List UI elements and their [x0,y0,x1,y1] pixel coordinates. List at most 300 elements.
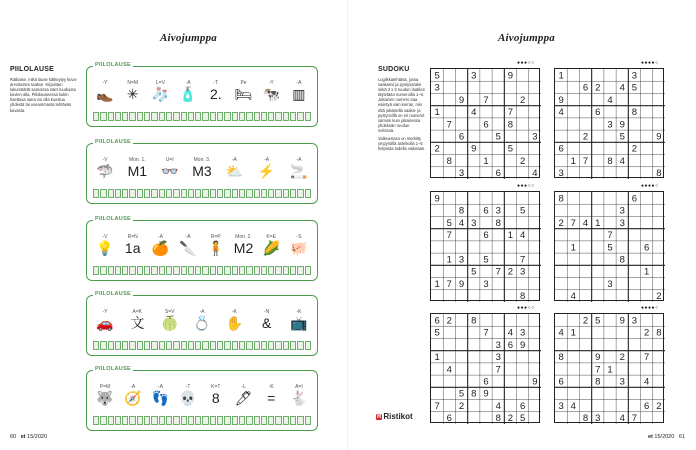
sudoku-cell[interactable] [653,204,665,216]
sudoku-cell[interactable] [641,69,653,81]
answer-cell[interactable] [283,189,289,198]
sudoku-cell[interactable] [628,387,640,399]
sudoku-cell[interactable] [431,118,443,130]
sudoku-cell[interactable] [653,387,665,399]
answer-cell[interactable] [137,416,143,425]
answer-cell[interactable] [290,416,296,425]
sudoku-cell[interactable] [579,290,591,302]
sudoku-cell[interactable] [529,241,541,253]
answer-cell[interactable] [275,266,281,275]
sudoku-cell[interactable] [628,278,640,290]
sudoku-cell[interactable] [443,400,455,412]
sudoku-cell[interactable] [579,326,591,338]
answer-cell[interactable] [283,266,289,275]
sudoku-cell[interactable] [529,93,541,105]
sudoku-cell[interactable] [443,106,455,118]
sudoku-cell[interactable] [604,351,616,363]
sudoku-cell[interactable] [492,106,504,118]
sudoku-cell[interactable] [579,253,591,265]
sudoku-cell[interactable] [592,241,604,253]
sudoku-cell[interactable] [468,351,480,363]
sudoku-cell[interactable] [443,326,455,338]
answer-cell[interactable] [297,341,303,350]
answer-cell[interactable] [159,266,165,275]
sudoku-cell[interactable] [616,278,628,290]
sudoku-cell[interactable] [641,204,653,216]
sudoku-cell[interactable] [504,216,516,228]
sudoku-cell[interactable] [480,106,492,118]
answer-cell[interactable] [122,112,128,121]
sudoku-cell[interactable] [567,412,579,424]
sudoku-cell[interactable] [604,216,616,228]
sudoku-cell[interactable] [653,118,665,130]
answer-cell[interactable] [159,189,165,198]
sudoku-cell[interactable] [504,363,516,375]
sudoku-cell[interactable] [628,375,640,387]
sudoku-cell[interactable] [529,229,541,241]
sudoku-cell[interactable] [579,387,591,399]
sudoku-cell[interactable] [616,106,628,118]
answer-cell[interactable] [305,341,311,350]
answer-cell[interactable] [275,416,281,425]
sudoku-cell[interactable] [492,290,504,302]
answer-cell[interactable] [93,416,99,425]
sudoku-cell[interactable] [431,387,443,399]
answer-cell[interactable] [108,341,114,350]
answer-cell[interactable] [108,266,114,275]
answer-cell[interactable] [261,112,267,121]
answer-cell[interactable] [305,189,311,198]
sudoku-cell[interactable] [468,241,480,253]
answer-cell[interactable] [159,112,165,121]
answer-cell[interactable] [202,341,208,350]
answer-cell[interactable] [254,112,260,121]
sudoku-cell[interactable] [455,155,467,167]
sudoku-cell[interactable] [529,278,541,290]
answer-cell[interactable] [224,112,230,121]
sudoku-cell[interactable] [567,375,579,387]
sudoku-cell[interactable] [529,81,541,93]
sudoku-cell[interactable] [653,375,665,387]
sudoku-cell[interactable] [529,265,541,277]
sudoku-cell[interactable] [517,241,529,253]
sudoku-cell[interactable] [592,387,604,399]
sudoku-cell[interactable] [592,326,604,338]
sudoku-cell[interactable] [567,363,579,375]
sudoku-cell[interactable] [504,167,516,179]
sudoku-cell[interactable] [604,253,616,265]
answer-cell[interactable] [290,112,296,121]
sudoku-cell[interactable] [517,118,529,130]
sudoku-cell[interactable] [653,253,665,265]
sudoku-cell[interactable] [592,93,604,105]
sudoku-cell[interactable] [555,155,567,167]
sudoku-cell[interactable] [517,216,529,228]
answer-cell[interactable] [210,341,216,350]
answer-cell[interactable] [159,341,165,350]
sudoku-cell[interactable] [567,93,579,105]
answer-cell[interactable] [297,112,303,121]
sudoku-cell[interactable] [455,412,467,424]
answer-cell[interactable] [210,189,216,198]
sudoku-cell[interactable] [443,130,455,142]
sudoku-cell[interactable] [468,93,480,105]
sudoku-cell[interactable] [555,229,567,241]
sudoku-cell[interactable] [653,241,665,253]
sudoku-cell[interactable] [468,338,480,350]
sudoku-cell[interactable] [468,326,480,338]
sudoku-cell[interactable] [443,387,455,399]
sudoku-cell[interactable] [455,192,467,204]
answer-cell[interactable] [93,341,99,350]
answer-cell[interactable] [166,189,172,198]
answer-cell[interactable] [297,416,303,425]
answer-cell[interactable] [115,189,121,198]
answer-cell[interactable] [122,189,128,198]
sudoku-cell[interactable] [653,155,665,167]
answer-cell[interactable] [275,341,281,350]
sudoku-cell[interactable] [653,265,665,277]
answer-cell[interactable] [181,112,187,121]
answer-cell[interactable] [246,266,252,275]
sudoku-cell[interactable] [592,253,604,265]
sudoku-cell[interactable] [529,290,541,302]
sudoku-cell[interactable] [517,69,529,81]
sudoku-cell[interactable] [567,314,579,326]
sudoku-cell[interactable] [468,229,480,241]
sudoku-cell[interactable] [431,167,443,179]
sudoku-cell[interactable] [431,155,443,167]
sudoku-cell[interactable] [455,338,467,350]
sudoku-cell[interactable] [480,167,492,179]
answer-cell[interactable] [217,266,223,275]
sudoku-cell[interactable] [592,400,604,412]
sudoku-cell[interactable] [604,106,616,118]
sudoku-cell[interactable] [468,363,480,375]
sudoku-cell[interactable] [492,192,504,204]
sudoku-cell[interactable] [604,204,616,216]
sudoku-cell[interactable] [653,229,665,241]
sudoku-cell[interactable] [555,278,567,290]
sudoku-cell[interactable] [628,363,640,375]
answer-cell[interactable] [173,266,179,275]
sudoku-cell[interactable] [555,338,567,350]
sudoku-cell[interactable] [504,130,516,142]
answer-cell[interactable] [129,189,135,198]
sudoku-cell[interactable] [641,118,653,130]
sudoku-cell[interactable] [529,326,541,338]
sudoku-cell[interactable] [431,241,443,253]
sudoku-cell[interactable] [431,375,443,387]
sudoku-cell[interactable] [480,142,492,154]
sudoku-cell[interactable] [480,400,492,412]
answer-cell[interactable] [232,341,238,350]
sudoku-cell[interactable] [455,229,467,241]
sudoku-cell[interactable] [567,69,579,81]
sudoku-cell[interactable] [443,81,455,93]
sudoku-cell[interactable] [443,338,455,350]
sudoku-cell[interactable] [641,412,653,424]
answer-cell[interactable] [137,266,143,275]
answer-cell[interactable] [144,416,150,425]
sudoku-cell[interactable] [616,290,628,302]
sudoku-cell[interactable] [616,241,628,253]
sudoku-cell[interactable] [443,351,455,363]
sudoku-cell[interactable] [653,338,665,350]
sudoku-cell[interactable] [616,192,628,204]
sudoku-cell[interactable] [480,265,492,277]
sudoku-cell[interactable] [592,192,604,204]
sudoku-cell[interactable] [567,338,579,350]
sudoku-cell[interactable] [529,155,541,167]
sudoku-cell[interactable] [555,253,567,265]
answer-cell[interactable] [254,341,260,350]
sudoku-cell[interactable] [628,93,640,105]
sudoku-cell[interactable] [604,69,616,81]
sudoku-cell[interactable] [517,192,529,204]
sudoku-cell[interactable] [592,290,604,302]
sudoku-cell[interactable] [592,69,604,81]
sudoku-cell[interactable] [616,93,628,105]
answer-cell[interactable] [217,112,223,121]
sudoku-cell[interactable] [443,265,455,277]
sudoku-cell[interactable] [579,167,591,179]
sudoku-cell[interactable] [480,351,492,363]
sudoku-cell[interactable] [616,338,628,350]
sudoku-cell[interactable] [567,142,579,154]
answer-cell[interactable] [305,112,311,121]
sudoku-cell[interactable] [616,400,628,412]
answer-cell[interactable] [188,416,194,425]
sudoku-cell[interactable] [504,81,516,93]
answer-cell[interactable] [297,266,303,275]
sudoku-cell[interactable] [455,118,467,130]
answer-cell[interactable] [202,112,208,121]
sudoku-cell[interactable] [431,229,443,241]
sudoku-cell[interactable] [592,118,604,130]
sudoku-cell[interactable] [517,106,529,118]
sudoku-cell[interactable] [604,375,616,387]
sudoku-cell[interactable] [604,338,616,350]
sudoku-cell[interactable] [641,192,653,204]
sudoku-cell[interactable] [492,326,504,338]
sudoku-cell[interactable] [529,216,541,228]
answer-cell[interactable] [151,416,157,425]
sudoku-cell[interactable] [455,265,467,277]
sudoku-cell[interactable] [641,81,653,93]
sudoku-cell[interactable] [616,265,628,277]
answer-cell[interactable] [297,189,303,198]
sudoku-cell[interactable] [504,204,516,216]
sudoku-cell[interactable] [628,351,640,363]
sudoku-cell[interactable] [653,216,665,228]
sudoku-cell[interactable] [431,290,443,302]
sudoku-cell[interactable] [529,387,541,399]
answer-cell[interactable] [283,416,289,425]
sudoku-cell[interactable] [529,192,541,204]
answer-cell[interactable] [305,416,311,425]
answer-cell[interactable] [144,112,150,121]
answer-cell[interactable] [202,189,208,198]
sudoku-cell[interactable] [455,69,467,81]
answer-cell[interactable] [93,112,99,121]
answer-cell[interactable] [232,112,238,121]
answer-cell[interactable] [173,341,179,350]
sudoku-cell[interactable] [480,314,492,326]
answer-cell[interactable] [144,341,150,350]
sudoku-cell[interactable] [431,412,443,424]
sudoku-cell[interactable] [529,253,541,265]
answer-cell[interactable] [144,266,150,275]
sudoku-cell[interactable] [504,314,516,326]
sudoku-cell[interactable] [431,265,443,277]
answer-cell[interactable] [268,266,274,275]
sudoku-cell[interactable] [431,253,443,265]
sudoku-cell[interactable] [455,314,467,326]
sudoku-cell[interactable] [579,338,591,350]
answer-cell[interactable] [173,416,179,425]
sudoku-cell[interactable] [504,400,516,412]
answer-cell[interactable] [151,341,157,350]
answer-cell[interactable] [239,112,245,121]
sudoku-cell[interactable] [555,290,567,302]
sudoku-cell[interactable] [653,81,665,93]
sudoku-cell[interactable] [455,363,467,375]
sudoku-cell[interactable] [592,204,604,216]
sudoku-cell[interactable] [443,167,455,179]
answer-cell[interactable] [246,416,252,425]
sudoku-cell[interactable] [480,338,492,350]
answer-cell[interactable] [100,416,106,425]
sudoku-cell[interactable] [641,363,653,375]
sudoku-cell[interactable] [604,130,616,142]
answer-cell[interactable] [166,341,172,350]
sudoku-cell[interactable] [492,387,504,399]
answer-cell[interactable] [239,266,245,275]
sudoku-cell[interactable] [492,142,504,154]
sudoku-cell[interactable] [455,290,467,302]
answer-cell[interactable] [261,416,267,425]
answer-cell[interactable] [122,266,128,275]
sudoku-cell[interactable] [653,142,665,154]
answer-cell[interactable] [210,416,216,425]
sudoku-cell[interactable] [443,192,455,204]
sudoku-cell[interactable] [431,130,443,142]
answer-cell[interactable] [122,341,128,350]
sudoku-cell[interactable] [604,265,616,277]
sudoku-cell[interactable] [579,363,591,375]
answer-cell[interactable] [188,112,194,121]
sudoku-cell[interactable] [604,326,616,338]
answer-cell[interactable] [239,189,245,198]
sudoku-cell[interactable] [455,351,467,363]
sudoku-cell[interactable] [579,192,591,204]
sudoku-cell[interactable] [455,241,467,253]
answer-cell[interactable] [181,416,187,425]
sudoku-cell[interactable] [604,290,616,302]
answer-cell[interactable] [202,416,208,425]
sudoku-cell[interactable] [517,351,529,363]
answer-cell[interactable] [108,189,114,198]
sudoku-cell[interactable] [504,241,516,253]
sudoku-cell[interactable] [504,253,516,265]
answer-cell[interactable] [122,416,128,425]
sudoku-cell[interactable] [455,375,467,387]
sudoku-cell[interactable] [579,351,591,363]
sudoku-cell[interactable] [616,229,628,241]
answer-cell[interactable] [283,341,289,350]
answer-cell[interactable] [254,416,260,425]
sudoku-cell[interactable] [567,81,579,93]
sudoku-cell[interactable] [555,265,567,277]
answer-cell[interactable] [268,341,274,350]
sudoku-cell[interactable] [492,314,504,326]
answer-cell[interactable] [283,112,289,121]
sudoku-cell[interactable] [529,363,541,375]
sudoku-cell[interactable] [641,216,653,228]
sudoku-cell[interactable] [567,351,579,363]
sudoku-cell[interactable] [653,278,665,290]
answer-cell[interactable] [166,266,172,275]
answer-cell[interactable] [290,266,296,275]
sudoku-cell[interactable] [529,106,541,118]
sudoku-cell[interactable] [604,142,616,154]
sudoku-cell[interactable] [492,118,504,130]
sudoku-cell[interactable] [431,216,443,228]
sudoku-cell[interactable] [592,155,604,167]
sudoku-cell[interactable] [480,241,492,253]
answer-cell[interactable] [144,189,150,198]
sudoku-cell[interactable] [480,192,492,204]
sudoku-cell[interactable] [579,278,591,290]
sudoku-cell[interactable] [567,253,579,265]
sudoku-cell[interactable] [628,216,640,228]
sudoku-cell[interactable] [455,81,467,93]
answer-cell[interactable] [115,112,121,121]
answer-cell[interactable] [239,416,245,425]
sudoku-cell[interactable] [616,326,628,338]
sudoku-cell[interactable] [653,351,665,363]
sudoku-cell[interactable] [628,167,640,179]
answer-cell[interactable] [290,189,296,198]
sudoku-cell[interactable] [592,167,604,179]
sudoku-cell[interactable] [468,290,480,302]
answer-cell[interactable] [93,189,99,198]
answer-cell[interactable] [100,341,106,350]
sudoku-cell[interactable] [517,130,529,142]
sudoku-cell[interactable] [555,387,567,399]
answer-cell[interactable] [261,341,267,350]
sudoku-cell[interactable] [653,412,665,424]
sudoku-cell[interactable] [628,229,640,241]
sudoku-cell[interactable] [468,278,480,290]
sudoku-cell[interactable] [628,253,640,265]
sudoku-cell[interactable] [628,290,640,302]
sudoku-cell[interactable] [579,93,591,105]
sudoku-cell[interactable] [455,106,467,118]
sudoku-cell[interactable] [567,265,579,277]
sudoku-cell[interactable] [579,118,591,130]
answer-cell[interactable] [181,189,187,198]
sudoku-cell[interactable] [468,412,480,424]
sudoku-cell[interactable] [592,265,604,277]
sudoku-cell[interactable] [628,265,640,277]
sudoku-cell[interactable] [443,241,455,253]
sudoku-cell[interactable] [567,118,579,130]
answer-cell[interactable] [173,112,179,121]
answer-cell[interactable] [195,416,201,425]
answer-cell[interactable] [239,341,245,350]
